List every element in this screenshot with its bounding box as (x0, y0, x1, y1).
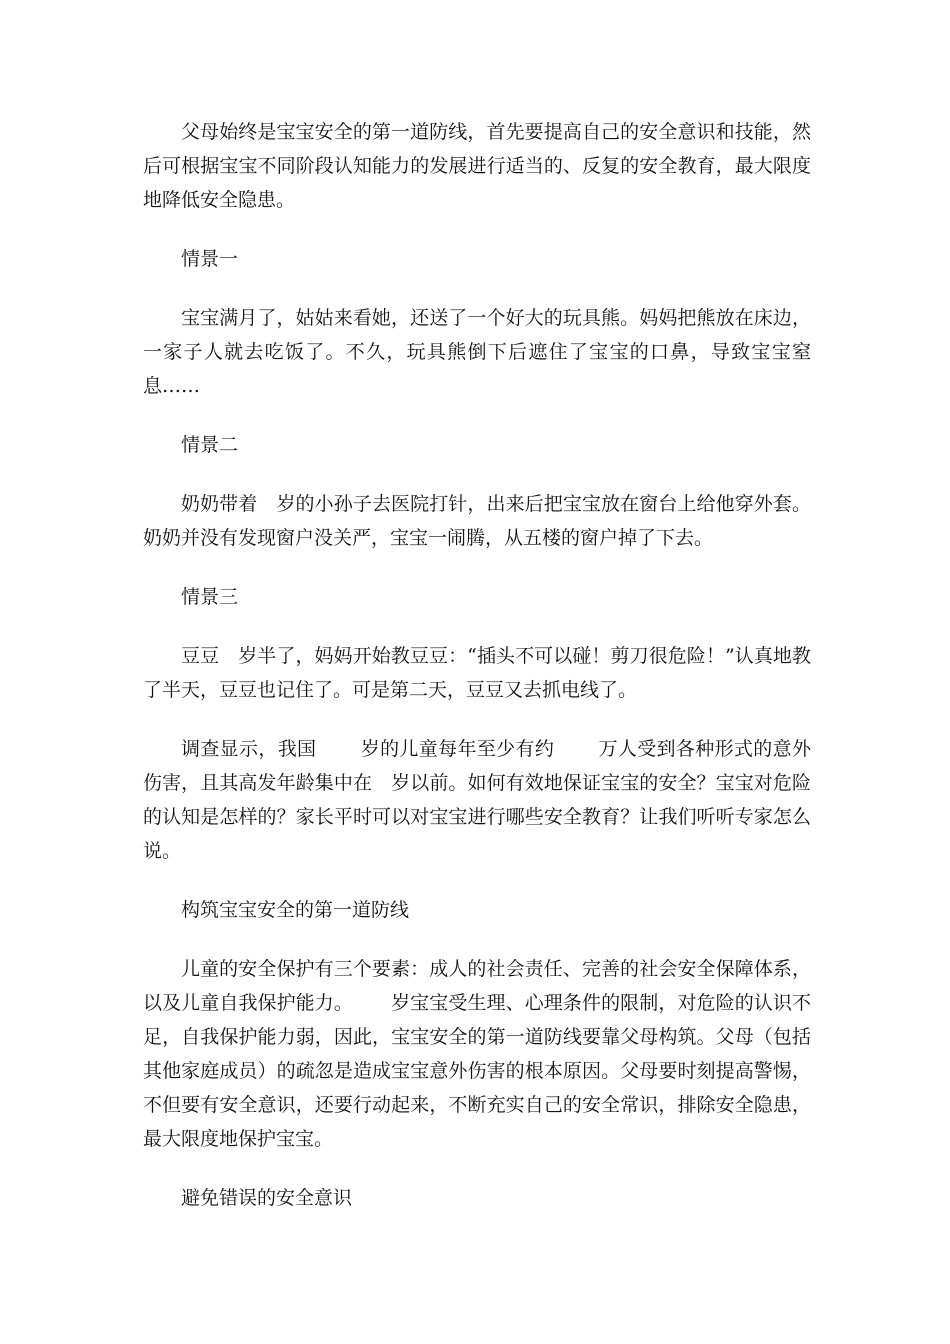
document-body (143, 115, 811, 1240)
intro-text: 父母始终是宝宝安全的第一道防线，首先要提高自己的安全意识和技能，然后可根据宝宝不同阶段认知能力的发展进行适当的、反复的安全教育，最大限度地降低安全隐患。 (143, 121, 811, 211)
scenario-three-paragraph (143, 639, 811, 707)
section-title-avoid-errors: 避免错误的安全意识 (181, 1187, 353, 1209)
first-defense-paragraph (143, 952, 811, 1156)
survey-text-d: 岁以前。如何有效地保证宝宝的安全？宝宝对危险的认知是怎样的？家长平时可以对宝宝进行哪些安全教育？让我们听听专家怎么说。 (143, 772, 811, 862)
scenario-three-title: 情景三 (181, 586, 239, 608)
scenario-one-heading (143, 242, 811, 276)
section-heading-first-defense (143, 893, 811, 927)
scenario-one-title: 情景一 (181, 248, 239, 270)
scenario-one-paragraph (143, 301, 811, 403)
scenario-two-text-b: 岁的小孙子去医院打针，出来后把宝宝放在窗台上给他穿外套。奶奶并没有发现窗户没关严，宝宝一闹腾，从五楼的窗户掉了下去。 (143, 493, 811, 549)
survey-paragraph (143, 732, 811, 868)
intro-paragraph (143, 115, 811, 217)
survey-text-b: 岁的儿童每年至少有约 (360, 738, 555, 760)
scenario-two-text-a: 奶奶带着 (181, 493, 258, 515)
first-defense-text-a: 儿童的安全保护有三个要素：成人的社会责任、完善的社会安全保障体系，以及儿童自我保护能力。 (143, 958, 811, 1014)
survey-text-a: 调查显示，我国 (181, 738, 317, 760)
survey-text-c: 万人受到各种形式的意外伤害，且其高发年龄集中在 (143, 738, 811, 794)
scenario-three-text-a: 豆豆 (181, 645, 220, 667)
section-heading-avoid-errors (143, 1181, 811, 1215)
scenario-two-paragraph (143, 487, 811, 555)
scenario-two-heading (143, 428, 811, 462)
scenario-two-title: 情景二 (181, 434, 239, 456)
scenario-one-text: 宝宝满月了，姑姑来看她，还送了一个好大的玩具熊。妈妈把熊放在床边，一家子人就去吃饭了。不久，玩具熊倒下后遮住了宝宝的口鼻，导致宝宝窒息…… (143, 307, 811, 397)
first-defense-text-b: 岁宝宝受生理、心理条件的限制，对危险的认识不足，自我保护能力弱，因此，宝宝安全的第一道防线要靠父母构筑。父母（包括其他家庭成员）的疏忽是造成宝宝意外伤害的根本原因。父母要时刻提高警惕，不但要有安全意识，还要行动起来，不断充实自己的安全常识，排除安全隐患，最大限度地保护宝宝。 (143, 992, 811, 1150)
scenario-three-text-b: 岁半了，妈妈开始教豆豆：“插头不可以碰！剪刀很危险！”认真地教了半天，豆豆也记住了。可是第二天，豆豆又去抓电线了。 (143, 645, 811, 701)
section-title-first-defense: 构筑宝宝安全的第一道防线 (181, 899, 410, 921)
scenario-three-heading (143, 580, 811, 614)
